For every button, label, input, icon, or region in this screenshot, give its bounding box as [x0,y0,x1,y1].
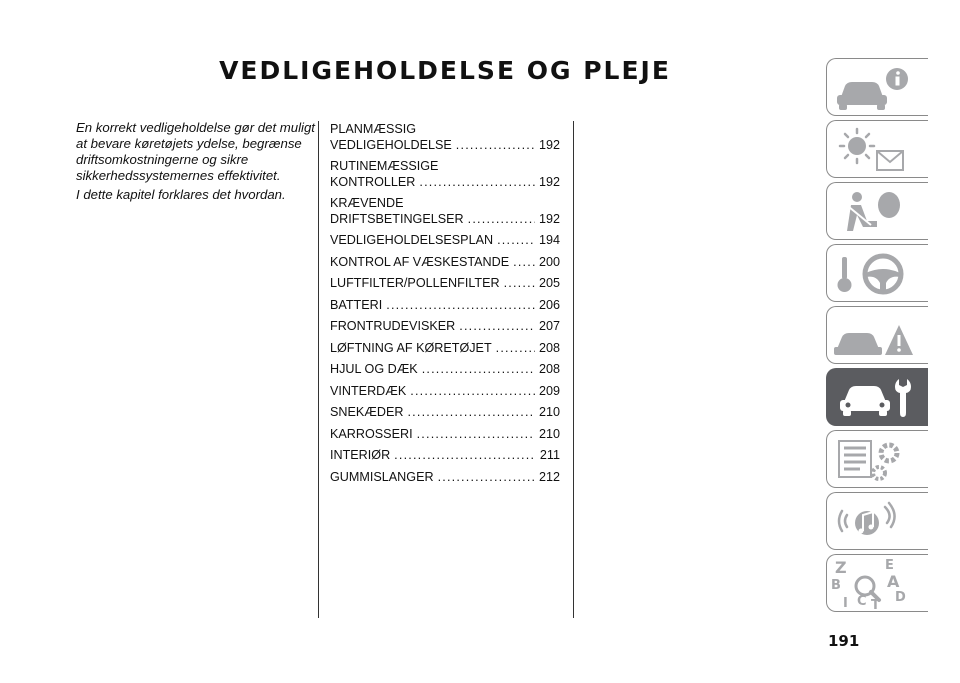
toc-leader-dots [504,276,535,292]
toc-leader-dots [497,233,535,249]
toc-entry-title: SNEKÆDER [330,405,404,419]
toc-entry[interactable] [330,298,560,314]
tab-seat-airbag[interactable] [826,182,928,240]
toc-entry-title: GUMMISLANGER [330,469,434,484]
toc-leader-dots [468,212,535,228]
toc-entry-title: KONTROLLER [330,174,416,189]
toc-entry-title: DRIFTSBETINGELSER [330,211,464,226]
toc-entry-title: VINTERDÆK [330,383,407,398]
toc-entry-title-line: RUTINEMÆSSIGE [330,159,439,173]
intro-paragraph: I dette kapitel forklares det hvordan. [76,187,286,202]
index-letter: I [843,596,848,611]
toc-entry-page: 192 [538,174,560,189]
toc-entry-title: VEDLIGEHOLDELSE [330,137,452,152]
tab-warning-lights[interactable] [826,120,928,178]
toc-entry-page: 209 [538,383,560,398]
toc-entry-page: 194 [538,233,560,247]
toc-entry-title: LUFTFILTER/POLLENFILTER [330,276,500,290]
toc-entry-title: BATTERI [330,297,383,312]
toc-entry-page: 212 [538,469,560,484]
toc-entry-page: 211 [539,448,560,462]
toc-leader-dots [407,405,535,421]
toc-entry[interactable] [330,122,560,153]
toc-entry[interactable] [330,341,560,357]
index-letter: B [831,578,841,593]
toc-entry-title: HJUL OG DÆK [330,362,418,376]
index-letter: C [857,594,867,609]
column-divider [318,121,319,618]
toc-leader-dots [417,427,535,443]
toc-entry-title: KONTROL AF VÆSKESTANDE [330,254,510,269]
tab-specs-gears[interactable] [826,430,928,488]
index-letter: Z [835,558,847,577]
seat-airbag-icon [827,183,929,241]
tab-car-info[interactable] [826,58,928,116]
toc-entry[interactable] [330,196,560,227]
toc-entry-page: 208 [538,362,560,376]
intro-text [76,120,316,203]
multimedia-icon [827,493,929,551]
specs-gears-icon [827,431,929,489]
column-divider [573,121,574,618]
toc-entry-page: 208 [538,340,560,355]
page-title: VEDLIGEHOLDELSE OG PLEJE [219,56,671,85]
toc-entry[interactable] [330,405,560,421]
toc-entry-page: 210 [538,426,560,441]
toc-entry[interactable] [330,470,560,486]
tab-car-emergency[interactable] [826,306,928,364]
tab-car-wrench[interactable] [826,368,928,426]
toc-entry-page: 205 [538,276,560,290]
toc-leader-dots [422,362,535,378]
toc-entry-title-line: PLANMÆSSIG [330,122,417,136]
index-letters-icon [827,555,929,613]
tab-steering-key[interactable] [826,244,928,302]
index-letter: E [885,558,894,573]
car-wrench-icon [827,369,929,427]
toc-leader-dots [386,298,535,314]
tab-index-letters[interactable] [826,554,928,612]
toc-entry-title-line: KRÆVENDE [330,196,404,210]
toc-entry-page: 207 [538,319,560,333]
toc-entry[interactable] [330,384,560,400]
toc-leader-dots [456,138,535,154]
toc-entry[interactable] [330,159,560,190]
toc-entry-page: 210 [538,405,560,419]
index-letter: D [895,590,906,605]
car-info-icon [827,59,929,117]
index-letter: A [887,572,900,591]
toc-entry[interactable] [330,319,560,335]
toc-leader-dots [496,341,535,357]
toc-entry-page: 192 [538,211,560,226]
steering-key-icon [827,245,929,303]
car-emergency-icon [827,307,929,365]
toc-leader-dots [459,319,535,335]
tab-multimedia[interactable] [826,492,928,550]
toc-entry-title: VEDLIGEHOLDELSESPLAN [330,233,494,247]
toc-leader-dots [438,470,535,486]
toc-entry-title: INTERIØR [330,448,391,462]
toc-leader-dots [513,255,535,271]
toc-entry[interactable] [330,362,560,378]
page-number: 191 [828,632,860,650]
toc-entry-page: 200 [538,254,560,269]
toc-entry[interactable] [330,255,560,271]
toc-entry-title: LØFTNING AF KØRETØJET [330,340,492,355]
intro-paragraph: En korrekt vedligeholdelse gør det muligt at bevare køretøjets ydelse, begrænse driftsomkostningerne og sikre sikkerhedssystemernes effektivitet. [76,120,315,183]
toc-entry-title: FRONTRUDEVISKER [330,319,456,333]
toc-entry-page: 206 [538,297,560,312]
toc-entry-title: KARROSSERI [330,426,413,441]
toc-leader-dots [410,384,535,400]
toc-entry[interactable] [330,276,560,292]
toc-leader-dots [394,448,536,464]
toc-leader-dots [419,175,535,191]
toc-entry-page: 192 [538,137,560,152]
toc-entry[interactable] [330,427,560,443]
toc-entry[interactable] [330,233,560,249]
toc-entry[interactable] [330,448,560,464]
index-letter: T [871,598,880,613]
table-of-contents [330,122,560,491]
warning-lights-icon [827,121,929,179]
